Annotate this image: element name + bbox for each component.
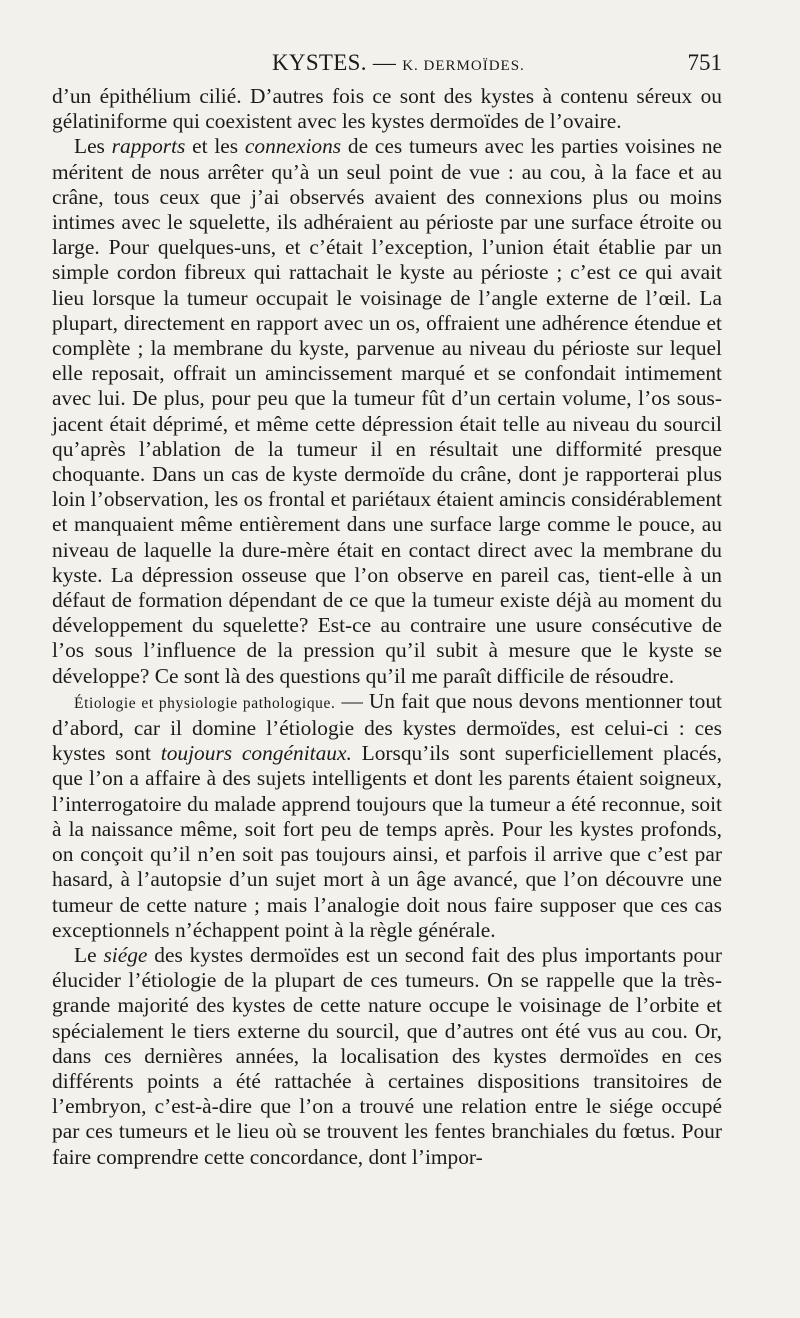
paragraph — [52, 134, 722, 688]
head-title-word: KYSTES. — [272, 50, 367, 75]
text-run: et les — [185, 134, 245, 159]
italic-phrase: connexions — [244, 134, 342, 159]
text-run: Lorsqu’ils sont superficiellement placés, que l’on a affaire à des sujets intelligents et dont les parents étaient soigneux, l’interrogatoire du malade apprend toujours que la tumeur a été reconnue, soit à la naissance même, soit fort peu de temps après. Pour les kystes profonds, on conçoit qu’il n’en soit pas toujours ainsi, et parfois il arrive que c’est par hasard, à l’autopsie d’un sujet mort à un âge avancé, que l’on découvre une tumeur de cette nature ; mais l’analogie doit nous faire supposer que ces cas exceptionnels n’échappent point à la règle générale. — [52, 741, 722, 942]
paragraph — [52, 689, 722, 943]
running-head-title — [272, 50, 525, 76]
paragraph — [52, 943, 722, 1170]
head-dash: — — [372, 50, 397, 75]
page-number: 751 — [687, 50, 722, 75]
text-run: Les — [74, 134, 112, 159]
book-page — [52, 44, 722, 1274]
italic-phrase: toujours congénitaux. — [160, 741, 352, 766]
italic-phrase: rapports — [111, 134, 186, 159]
italic-phrase: siége — [103, 942, 148, 967]
paragraph — [52, 84, 722, 134]
text-run: d’un épithélium cilié. D’autres fois ce sont des kystes à contenu séreux ou gélatiniforme qui coexistent avec les kystes dermoïdes de l’ovaire. — [52, 84, 722, 134]
running-head — [52, 44, 722, 84]
text-run: — Un fait que nous devons mentionner tout d’abord, car il domine l’étiologie des kystes dermoïdes, est celui-ci : ces kystes sont — [52, 688, 722, 766]
body-text — [52, 84, 722, 1170]
section-heading: Étiologie et physiologie pathologique. — [74, 694, 336, 712]
head-subtitle: K. DERMOÏDES. — [402, 58, 525, 74]
text-run: de ces tumeurs avec les parties voisines ne méritent de nous arrêter qu’à un seul point de vue : au cou, à la face et au crâne, tous ceux que j’ai observés avaient des connexions plus ou moins intimes avec le squelette, ils adhéraient au périoste par une surface étroite ou large. Pour quelques-uns, et c’était l’exception, l’union était établie par un simple cordon fibreux qui rattachait le kyste au périoste ; c’est ce qui avait lieu lorsque la tumeur occupait le voisinage de l’angle externe de l’œil. La plupart, directement en rapport avec un os, offraient une adhérence étendue et complète ; la membrane du kyste, parvenue au niveau du périoste sur lequel elle reposait, offrait un amincissement marqué et se confondait intimement avec lui. De plus, pour peu que la tumeur fût d’un certain volume, l’os sous-jacent était déprimé, et même cette dépression était telle au niveau du sourcil qu’après l’ablation de la tumeur il en résultait une difformité presque choquante. Dans un cas de kyste dermoïde du crâne, dont je rapporterai plus loin l’observation, les os frontal et pariétaux étaient amincis considérablement et manquaient même entièrement dans une surface large comme le pouce, au niveau de laquelle la dure-mère était en contact direct avec la membrane du kyste. La dépression osseuse que l’on observe en pareil cas, tient-elle à un défaut de formation dépendant de ce que la tumeur existe déjà au moment du développement du squelette? Est-ce au contraire une usure consécutive de l’os sous l’influence de la pression qu’il subit à mesure que le kyste se développe? Ce sont là des questions qu’il me paraît difficile de résoudre. — [52, 134, 723, 688]
text-run: des kystes dermoïdes est un second fait des plus importants pour élucider l’étiologie de la plupart de ces tumeurs. On se rappelle que la très-grande majorité des kystes de cette nature occupe le voisinage de l’orbite et spécialement le tiers externe du sourcil, que d’autres ont été vus au cou. Or, dans ces dernières années, la localisation des kystes dermoïdes en ces différents points a été rattachée à certaines dispositions transitoires de l’embryon, c’est-à-dire que l’on a trouvé une relation entre le siége occupé par ces tumeurs et le lieu où se trouvent les fentes branchiales du fœtus. Pour faire comprendre cette concordance, dont l’impor- — [52, 942, 722, 1169]
text-run: Le — [74, 942, 104, 967]
